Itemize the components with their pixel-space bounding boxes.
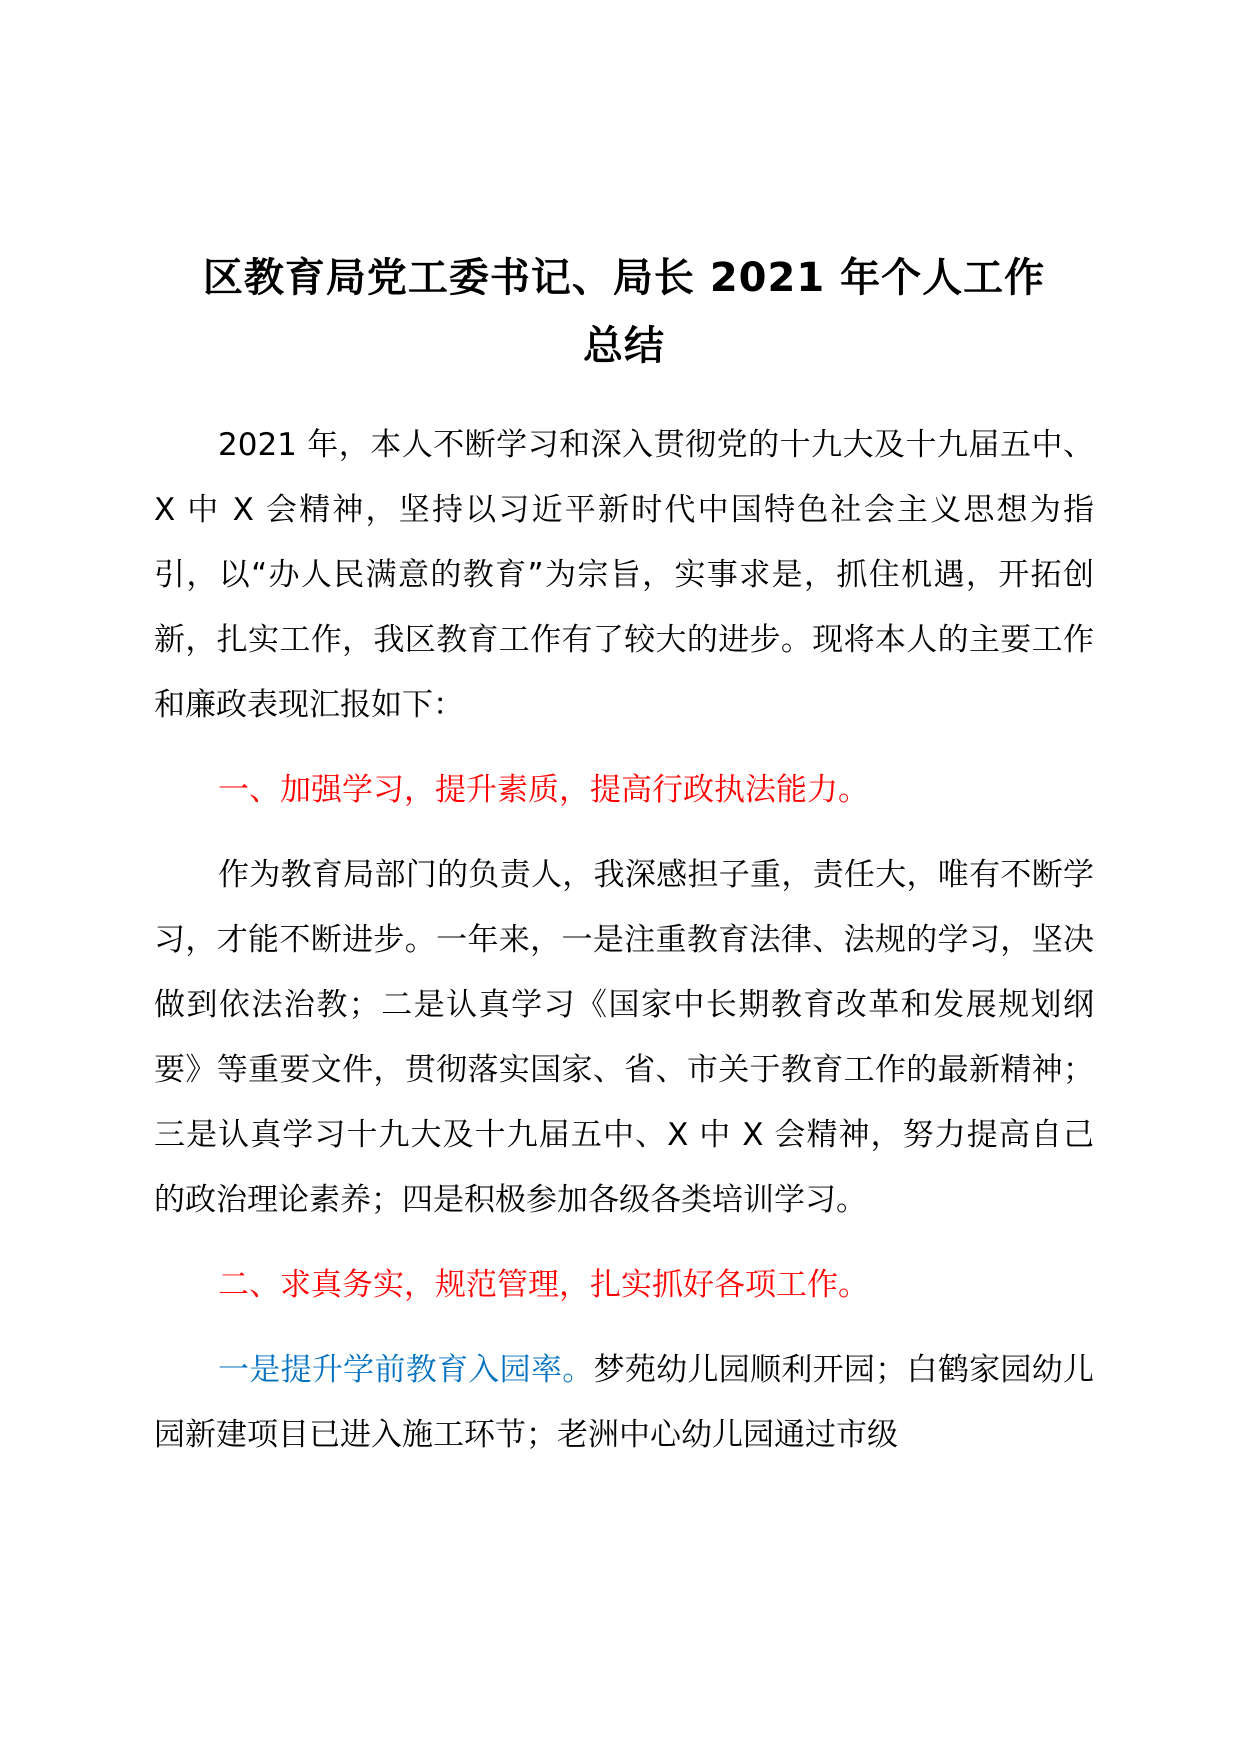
document-title	[154, 244, 1094, 380]
section-2-item-1-lead: 一是提升学前教育入园率。	[218, 1352, 594, 1388]
section-1-heading: 一、加强学习，提升素质，提高行政执法能力。	[218, 772, 869, 808]
section-2-heading: 二、求真务实，规范管理，扎实抓好各项工作。	[218, 1267, 869, 1303]
document-content	[154, 244, 1094, 1468]
section-2-item-1-body: 梦苑幼儿园顺利开园；白鹤家园幼儿园新建项目已进入施工环节；老洲中心幼儿园通过市级	[154, 1352, 1095, 1453]
section-1-body: 作为教育局部门的负责人，我深感担子重，责任大，唯有不断学习，才能不断进步。一年来，一是注重教育法律、法规的学习，坚决做到依法治教；二是认真学习《国家中长期教育改革和发展规划纲要》等重要文件，贯彻落实国家、省、市关于教育工作的最新精神；三是认真学习十九大及十九届五中、X 中 X 会精神，努力提高自己的政治理论素养；四是积极参加各级各类培训学习。	[154, 857, 1094, 1218]
section-2-item-1	[154, 1338, 1094, 1468]
title-line-1: 区教育局党工委书记、局长 2021 年个人工作	[202, 255, 1046, 301]
intro-paragraph: 2021 年，本人不断学习和深入贯彻党的十九大及十九届五中、X 中 X 会精神，坚持以习近平新时代中国特色社会主义思想为指引，以“办人民满意的教育”为宗旨，实事求是，抓住机遇，开拓创新，扎实工作，我区教育工作有了较大的进步。现将本人的主要工作和廉政表现汇报如下：	[154, 427, 1094, 723]
title-line-2: 总结	[583, 323, 665, 369]
